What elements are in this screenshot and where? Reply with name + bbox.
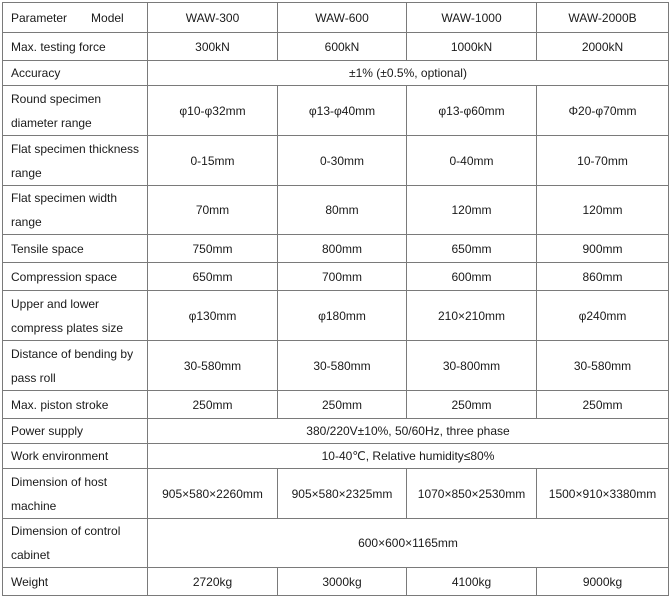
table-row — [3, 568, 669, 596]
value-cell: 70mm — [148, 186, 278, 235]
value-cell: 1000kN — [407, 33, 537, 61]
header-row — [3, 3, 669, 33]
table-row — [3, 519, 669, 568]
value-cell: 2000kN — [537, 33, 669, 61]
value-cell: 0-15mm — [148, 136, 278, 186]
value-cell: 860mm — [537, 263, 669, 291]
table-row — [3, 341, 669, 391]
model-header-cell: WAW-600 — [278, 3, 407, 33]
value-cell: 250mm — [407, 391, 537, 419]
value-cell: φ130mm — [148, 291, 278, 341]
model-header: Model — [91, 10, 124, 25]
value-cell: 600mm — [407, 263, 537, 291]
value-cell: φ13-φ40mm — [278, 86, 407, 136]
value-cell: Φ20-φ70mm — [537, 86, 669, 136]
model-header-cell: WAW-2000B — [537, 3, 669, 33]
parameter-cell: Power supply — [3, 419, 148, 444]
model-header-cell: WAW-1000 — [407, 3, 537, 33]
value-cell: φ240mm — [537, 291, 669, 341]
value-cell: 250mm — [148, 391, 278, 419]
parameter-cell: Flat specimen width range — [3, 186, 148, 235]
parameter-cell: Dimension of host machine — [3, 469, 148, 519]
merged-value-cell: ±1% (±0.5%, optional) — [148, 61, 669, 86]
table-row — [3, 263, 669, 291]
value-cell: 120mm — [407, 186, 537, 235]
value-cell: φ10-φ32mm — [148, 86, 278, 136]
value-cell: 120mm — [537, 186, 669, 235]
value-cell: 905×580×2260mm — [148, 469, 278, 519]
table-row — [3, 235, 669, 263]
table-row — [3, 291, 669, 341]
parameter-cell: Distance of bending by pass roll — [3, 341, 148, 391]
value-cell: 3000kg — [278, 568, 407, 596]
value-cell: 1070×850×2530mm — [407, 469, 537, 519]
value-cell: 600kN — [278, 33, 407, 61]
parameter-cell: Weight — [3, 568, 148, 596]
value-cell: 30-580mm — [148, 341, 278, 391]
table-row — [3, 444, 669, 469]
value-cell: 2720kg — [148, 568, 278, 596]
parameter-cell: Accuracy — [3, 61, 148, 86]
value-cell: 30-800mm — [407, 341, 537, 391]
value-cell: 650mm — [407, 235, 537, 263]
parameter-cell: Upper and lower compress plates size — [3, 291, 148, 341]
table-row — [3, 136, 669, 186]
parameter-cell: Max. testing force — [3, 33, 148, 61]
parameter-cell: Round specimen diameter range — [3, 86, 148, 136]
table-row — [3, 86, 669, 136]
merged-value-cell: 10-40℃, Relative humidity≤80% — [148, 444, 669, 469]
value-cell: 80mm — [278, 186, 407, 235]
value-cell: 300kN — [148, 33, 278, 61]
value-cell: 4100kg — [407, 568, 537, 596]
parameter-cell: Compression space — [3, 263, 148, 291]
parameter-cell: Tensile space — [3, 235, 148, 263]
value-cell: 10-70mm — [537, 136, 669, 186]
value-cell: 1500×910×3380mm — [537, 469, 669, 519]
parameter-cell: Max. piston stroke — [3, 391, 148, 419]
parameter-cell: Work environment — [3, 444, 148, 469]
parameter-cell: Flat specimen thickness range — [3, 136, 148, 186]
value-cell: 0-30mm — [278, 136, 407, 186]
value-cell: 900mm — [537, 235, 669, 263]
parameter-header: Parameter — [11, 10, 68, 25]
parameter-cell: Dimension of control cabinet — [3, 519, 148, 568]
value-cell: 210×210mm — [407, 291, 537, 341]
header-param-cell — [3, 3, 148, 33]
value-cell: 650mm — [148, 263, 278, 291]
table-row — [3, 469, 669, 519]
merged-value-cell: 600×600×1165mm — [148, 519, 669, 568]
table-row — [3, 33, 669, 61]
spec-table — [2, 2, 669, 596]
value-cell: 250mm — [278, 391, 407, 419]
value-cell: φ13-φ60mm — [407, 86, 537, 136]
value-cell: 0-40mm — [407, 136, 537, 186]
model-header-cell: WAW-300 — [148, 3, 278, 33]
value-cell: φ180mm — [278, 291, 407, 341]
value-cell: 700mm — [278, 263, 407, 291]
table-row — [3, 61, 669, 86]
table-row — [3, 391, 669, 419]
table-row — [3, 186, 669, 235]
value-cell: 30-580mm — [537, 341, 669, 391]
merged-value-cell: 380/220V±10%, 50/60Hz, three phase — [148, 419, 669, 444]
value-cell: 30-580mm — [278, 341, 407, 391]
value-cell: 905×580×2325mm — [278, 469, 407, 519]
value-cell: 250mm — [537, 391, 669, 419]
table-row — [3, 419, 669, 444]
value-cell: 9000kg — [537, 568, 669, 596]
value-cell: 750mm — [148, 235, 278, 263]
value-cell: 800mm — [278, 235, 407, 263]
